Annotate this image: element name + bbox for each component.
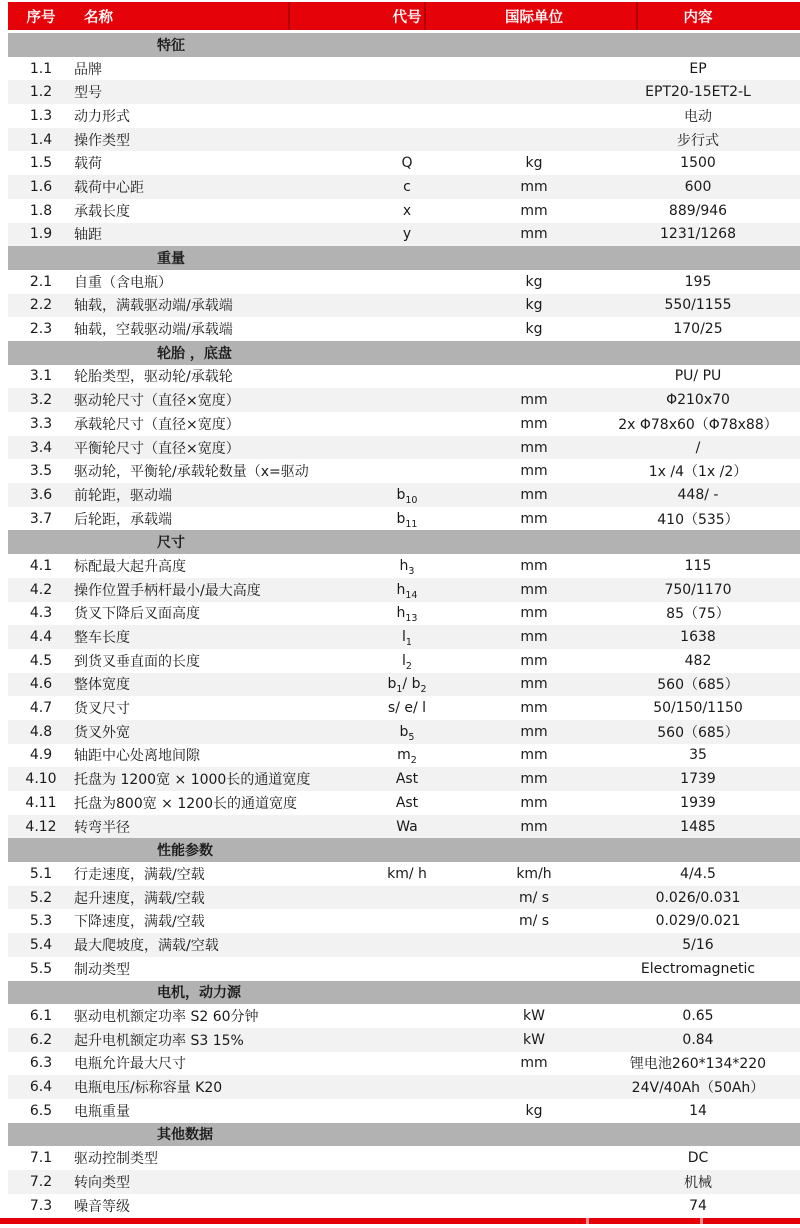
row-no: 1.5: [29, 155, 53, 172]
section-title: 重量: [157, 251, 185, 268]
column-header-value: 内容: [683, 9, 713, 26]
row-no: 3.6: [29, 486, 53, 503]
section-title: 电机，动力源: [157, 985, 241, 1002]
column-header-no: 序号: [26, 9, 56, 26]
table-row: [8, 649, 800, 673]
row-unit: mm: [520, 629, 548, 646]
row-value: 410（535）: [657, 511, 739, 528]
table-row: [8, 673, 800, 697]
row-no: 2.3: [29, 321, 53, 338]
column-header-unit: 国际单位: [505, 9, 563, 26]
row-unit: mm: [520, 794, 548, 811]
row-unit: kg: [525, 297, 543, 314]
row-unit: mm: [520, 771, 548, 788]
row-unit: mm: [520, 605, 548, 622]
table-row: [8, 436, 800, 460]
row-code: Ast: [395, 771, 419, 788]
row-name: 轴距中心处离地间隙: [74, 748, 200, 765]
row-code: y: [402, 226, 412, 243]
table-row: [8, 625, 800, 649]
row-unit: kW: [523, 1031, 545, 1048]
row-no: 4.9: [29, 747, 53, 764]
table-row: [8, 483, 800, 507]
row-name: 托盘为 1200宽 × 1000长的通道宽度: [74, 772, 311, 789]
row-unit: mm: [520, 747, 548, 764]
table-row: [8, 767, 800, 791]
table-row: [8, 720, 800, 744]
row-unit: km/h: [516, 865, 552, 882]
section-title: 尺寸: [157, 535, 185, 552]
row-name: 型号: [74, 85, 102, 102]
row-value: 600: [684, 178, 712, 195]
row-name: 自重（含电瓶）: [74, 274, 172, 291]
table-row: [8, 199, 800, 223]
row-no: 4.1: [29, 557, 53, 574]
row-no: 3.3: [29, 415, 53, 432]
row-unit: mm: [520, 818, 548, 835]
row-value: 550/1155: [664, 297, 732, 314]
row-name: 电瓶电压/标称容量 K20: [74, 1080, 223, 1097]
row-name: 转弯半径: [74, 819, 130, 836]
row-no: 3.7: [29, 510, 53, 527]
row-value: EP: [689, 60, 707, 77]
row-name: 后轮距，承载端: [74, 511, 172, 528]
row-name: 操作位置手柄杆最小/最大高度: [74, 582, 261, 599]
section-header: [8, 530, 800, 554]
row-unit: m/ s: [518, 889, 550, 906]
row-unit: mm: [520, 463, 548, 480]
row-no: 4.11: [25, 794, 57, 811]
table-row: [8, 909, 800, 933]
table-body: [8, 33, 800, 1217]
row-name: 转向类型: [74, 1174, 130, 1191]
row-code: $h_{14}$: [396, 581, 418, 601]
row-name: 整体宽度: [74, 677, 130, 694]
row-value: 889/946: [668, 202, 728, 219]
row-unit: mm: [520, 415, 548, 432]
row-value: 1638: [680, 629, 716, 646]
row-value: 750/1170: [664, 581, 732, 598]
row-value: 74: [689, 1197, 707, 1214]
row-value: 1939: [680, 794, 716, 811]
row-code: km/ h: [387, 865, 427, 882]
row-code: c: [403, 178, 411, 195]
row-unit: mm: [520, 226, 548, 243]
row-name: 起升电机额定功率 S3 15%: [74, 1032, 244, 1049]
row-unit: mm: [520, 581, 548, 598]
row-unit: kg: [525, 1102, 543, 1119]
row-name: 驱动轮，平衡轮/承载轮数量（x=驱动: [74, 464, 309, 481]
row-no: 3.1: [29, 368, 53, 385]
table-row: [8, 933, 800, 957]
row-value: 锂电池260*134*220: [629, 1056, 767, 1073]
row-value: 电动: [684, 108, 712, 125]
row-value: 195: [684, 273, 712, 290]
table-row: [8, 886, 800, 910]
row-code: Wa: [396, 818, 418, 835]
row-value: 1485: [680, 818, 716, 835]
row-no: 2.2: [29, 297, 53, 314]
row-name: 动力形式: [74, 108, 130, 125]
row-value: 35: [689, 747, 707, 764]
header-column-divider: [424, 2, 426, 30]
row-no: 4.8: [29, 723, 53, 740]
row-no: 1.6: [29, 178, 53, 195]
row-no: 4.4: [29, 629, 53, 646]
table-row: [8, 696, 800, 720]
row-value: 步行式: [677, 132, 719, 149]
row-no: 4.7: [29, 700, 53, 717]
row-name: 起升速度，满载/空载: [74, 890, 205, 907]
row-no: 6.1: [29, 1008, 53, 1025]
row-name: 整车长度: [74, 630, 130, 647]
row-no: 4.3: [29, 605, 53, 622]
row-value: 5/16: [682, 936, 714, 953]
row-name: 驱动轮尺寸（直径×宽度）: [74, 393, 240, 410]
bottom-accent-bar: [0, 1218, 800, 1224]
bottom-bar-divider: [586, 1218, 589, 1224]
row-no: 5.3: [29, 913, 53, 930]
row-unit: kW: [523, 1008, 545, 1025]
row-no: 7.1: [29, 1150, 53, 1167]
row-value: 1231/1268: [660, 226, 736, 243]
table-row: [8, 365, 800, 389]
spec-table: [8, 2, 800, 1217]
row-name: 货叉下降后叉面高度: [74, 606, 200, 623]
row-value: 50/150/1150: [653, 700, 743, 717]
row-value: 170/25: [673, 321, 723, 338]
table-row: [8, 104, 800, 128]
table-row: [8, 388, 800, 412]
row-unit: kg: [525, 155, 543, 172]
table-row: [8, 578, 800, 602]
row-no: 7.2: [29, 1173, 53, 1190]
row-value: 448/ -: [677, 486, 719, 503]
row-code: $b_{10}$: [396, 486, 418, 506]
row-no: 1.8: [29, 202, 53, 219]
section-title: 轮胎 ，底盘: [157, 345, 232, 362]
row-value: EPT20-15ET2-L: [645, 84, 751, 101]
row-unit: mm: [520, 392, 548, 409]
table-row: [8, 80, 800, 104]
row-name: 载荷: [74, 156, 102, 173]
header-column-divider: [636, 2, 638, 30]
section-header: [8, 341, 800, 365]
row-unit: mm: [520, 439, 548, 456]
row-unit: mm: [520, 652, 548, 669]
row-code: $h_3$: [399, 557, 415, 577]
row-unit: kg: [525, 273, 543, 290]
row-no: 6.4: [29, 1079, 53, 1096]
row-no: 2.1: [29, 273, 53, 290]
section-title: 特征: [157, 37, 185, 54]
section-header: [8, 1123, 800, 1147]
row-name: 最大爬坡度，满载/空载: [74, 937, 219, 954]
row-name: 下降速度，满载/空载: [74, 914, 205, 931]
table-row: [8, 1075, 800, 1099]
row-no: 5.4: [29, 936, 53, 953]
row-code: $l_1$: [402, 629, 412, 648]
row-value: 560（685）: [657, 677, 739, 694]
row-code: x: [402, 202, 412, 219]
row-no: 3.2: [29, 392, 53, 409]
row-name: 托盘为800宽 × 1200长的通道宽度: [74, 795, 297, 812]
row-no: 6.3: [29, 1055, 53, 1072]
row-code: $l_2$: [402, 652, 412, 672]
row-value: 24V/40Ah（50Ah）: [631, 1080, 765, 1097]
table-row: [8, 1099, 800, 1123]
row-value: 机械: [684, 1174, 712, 1191]
row-name: 操作类型: [74, 132, 130, 149]
row-unit: mm: [520, 202, 548, 219]
row-no: 1.9: [29, 226, 53, 243]
row-value: 1739: [680, 771, 716, 788]
row-name: 轴载，空载驱动端/承载端: [74, 322, 233, 339]
table-row: [8, 459, 800, 483]
row-unit: mm: [520, 557, 548, 574]
table-row: [8, 317, 800, 341]
table-row: [8, 1194, 800, 1218]
row-no: 5.5: [29, 960, 53, 977]
row-value: 482: [684, 652, 712, 669]
row-name: 平衡轮尺寸（直径×宽度）: [74, 440, 240, 457]
row-code: s/ e/ l: [387, 700, 427, 717]
row-code: $h_{13}$: [396, 605, 418, 625]
row-value: 1x /4（1x /2）: [648, 464, 748, 481]
row-no: 5.1: [29, 865, 53, 882]
row-value: Electromagnetic: [640, 960, 756, 977]
table-row: [8, 554, 800, 578]
row-unit: mm: [520, 510, 548, 527]
section-header: [8, 246, 800, 270]
row-value: DC: [687, 1150, 709, 1167]
table-row: [8, 128, 800, 152]
table-row: [8, 1004, 800, 1028]
row-no: 1.3: [29, 107, 53, 124]
row-value: 4/4.5: [680, 865, 716, 882]
column-header-code: 代号: [392, 9, 422, 26]
row-no: 3.5: [29, 463, 53, 480]
row-name: 驱动控制类型: [74, 1151, 158, 1168]
row-value: 0.65: [682, 1008, 714, 1025]
row-unit: mm: [520, 723, 548, 740]
row-name: 行走速度，满载/空载: [74, 866, 205, 883]
row-name: 制动类型: [74, 961, 130, 978]
table-row: [8, 151, 800, 175]
table-row: [8, 1170, 800, 1194]
row-name: 品牌: [74, 61, 102, 78]
table-row: [8, 744, 800, 768]
header-column-divider: [288, 2, 290, 30]
table-row: [8, 270, 800, 294]
row-value: 115: [684, 557, 712, 574]
row-value: 0.026/0.031: [655, 889, 741, 906]
row-name: 轴载，满载驱动端/承载端: [74, 298, 233, 315]
row-no: 4.2: [29, 581, 53, 598]
row-no: 3.4: [29, 439, 53, 456]
row-value: Φ210x70: [666, 392, 730, 409]
section-header: [8, 838, 800, 862]
row-unit: mm: [520, 700, 548, 717]
row-value: 1500: [680, 155, 716, 172]
row-value: PU/ PU: [674, 368, 722, 385]
row-no: 6.2: [29, 1031, 53, 1048]
row-name: 货叉尺寸: [74, 701, 130, 718]
row-name: 标配最大起升高度: [74, 558, 186, 575]
row-unit: mm: [520, 486, 548, 503]
row-name: 货叉外宽: [74, 724, 130, 741]
row-value: 0.029/0.021: [655, 913, 741, 930]
row-code: $m_2$: [397, 747, 417, 767]
section-title: 其他数据: [157, 1127, 213, 1144]
row-value: 2x Φ78x60（Φ78x88）: [618, 416, 778, 433]
row-no: 1.2: [29, 84, 53, 101]
table-header-row: [8, 2, 800, 30]
row-name: 电瓶允许最大尺寸: [74, 1056, 186, 1073]
section-title: 性能参数: [157, 843, 213, 860]
section-header: [8, 981, 800, 1005]
row-code: Ast: [395, 794, 419, 811]
row-unit: kg: [525, 321, 543, 338]
table-row: [8, 602, 800, 626]
row-unit: mm: [520, 178, 548, 195]
row-no: 1.1: [29, 60, 53, 77]
table-row: [8, 791, 800, 815]
row-no: 6.5: [29, 1102, 53, 1119]
row-name: 轮胎类型，驱动轮/承载轮: [74, 369, 233, 386]
row-no: 4.12: [25, 818, 57, 835]
row-name: 承载长度: [74, 203, 130, 220]
row-no: 7.3: [29, 1197, 53, 1214]
table-row: [8, 1052, 800, 1076]
row-unit: mm: [520, 676, 548, 693]
table-row: [8, 223, 800, 247]
row-no: 4.6: [29, 676, 53, 693]
row-value: 85（75）: [666, 606, 730, 623]
table-row: [8, 957, 800, 981]
row-unit: m/ s: [518, 913, 550, 930]
table-row: [8, 507, 800, 531]
row-name: 承载轮尺寸（直径×宽度）: [74, 416, 240, 433]
row-code: Q: [401, 155, 413, 172]
row-no: 4.5: [29, 652, 53, 669]
section-header: [8, 33, 800, 57]
row-value: 0.84: [682, 1031, 714, 1048]
bottom-bar-divider: [700, 1218, 703, 1224]
row-name: 轴距: [74, 227, 102, 244]
row-unit: mm: [520, 1055, 548, 1072]
row-no: 4.10: [25, 771, 57, 788]
row-code: $b_5$: [399, 723, 415, 743]
table-row: [8, 57, 800, 81]
table-row: [8, 294, 800, 318]
column-header-name: 名称: [84, 9, 113, 26]
row-name: 噪音等级: [74, 1198, 130, 1215]
row-name: 前轮距，驱动端: [74, 487, 172, 504]
table-row: [8, 1028, 800, 1052]
row-code: $b_1/$ $b_2$: [387, 676, 427, 696]
row-name: 驱动电机额定功率 S2 60分钟: [74, 1009, 259, 1026]
table-row: [8, 862, 800, 886]
row-name: 载荷中心距: [74, 179, 144, 196]
row-no: 5.2: [29, 889, 53, 906]
row-name: 电瓶重量: [74, 1103, 130, 1120]
row-code: $b_{11}$: [396, 510, 418, 530]
table-row: [8, 412, 800, 436]
row-value: 560（685）: [657, 724, 739, 741]
row-no: 1.4: [29, 131, 53, 148]
table-row: [8, 1146, 800, 1170]
table-row: [8, 815, 800, 839]
row-value: 14: [689, 1102, 707, 1119]
table-row: [8, 175, 800, 199]
row-name: 到货叉垂直面的长度: [74, 653, 200, 670]
row-value: /: [695, 439, 701, 456]
